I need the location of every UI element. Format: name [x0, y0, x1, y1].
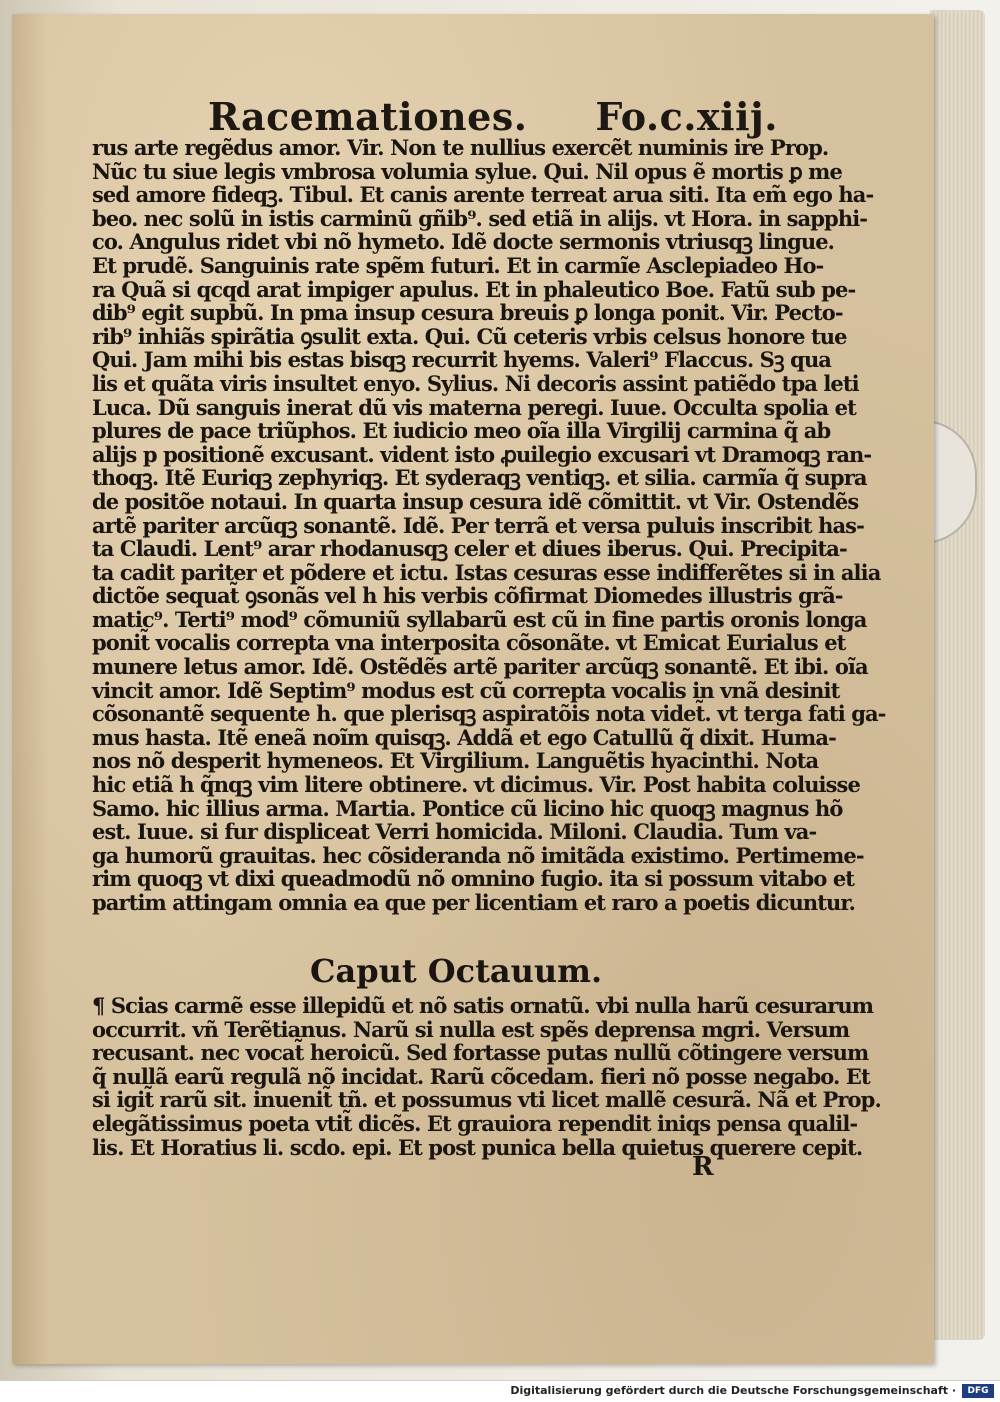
- text-paragraph-2: [92, 993, 881, 1160]
- text-line: dictõe sequat̃ ꝯsonãs vel h his verbis cõfirmat Diomedes illustris grã-: [92, 583, 843, 609]
- text-line: munere letus amor. Idẽ. Ostẽdẽs artẽ pariter arcũqꝫ sonantẽ. Et ibi. oĩa: [92, 654, 868, 680]
- text-line: matic⁹. Terti⁹ mod⁹ cõmuniũ syllabarũ est cũ in fine partis oronis longa: [92, 606, 867, 632]
- text-line: ra Quã si qcqd arat impiger apulus. Et in phaleutico Boe. Fatũ sub pe-: [92, 276, 856, 302]
- dfg-logo[interactable]: DFG: [962, 1384, 994, 1398]
- text-line: vincit amor. Idẽ Septim⁹ modus est cũ correpta vocalis in vnã desinit: [92, 677, 840, 703]
- text-line: ga humorũ grauitas. hec cõsideranda nõ imitãda existimo. Pertimeme-: [92, 842, 864, 868]
- text-line: Nũc tu siue legis vmbrosa volumia sylue. Qui. Nil opus ẽ mortis ꝑ me: [92, 158, 842, 184]
- text-line: hic etiã h q̃nqꝫ vim litere obtinere. vt dicimus. Vir. Post habita coluisse: [92, 772, 860, 798]
- text-line: thoqꝫ. Itẽ Euriqꝫ zephyriqꝫ. Et syderaqꝫ ventiqꝫ. et silia. carmĩa q̃ supra: [92, 465, 867, 491]
- text-line: Qui. Jam mihi bis estas bisqꝫ recurrit hyems. Valeri⁹ Flaccus. Sꝫ qua: [92, 347, 832, 373]
- footer-bar: [0, 1380, 1000, 1402]
- text-line: ta Claudi. Lent⁹ arar rhodanusqꝫ celer et diues iberus. Qui. Precipita-: [92, 536, 847, 562]
- text-line: beo. nec solũ in istis carminũ gñib⁹. sed etiã in alijs. vt Hora. in sapphi-: [92, 205, 868, 231]
- text-line: lis. Et Horatius li. scdo. epi. Et post punica bella quietus querere cepit.: [92, 1134, 863, 1160]
- chapter-heading: Caput Octauum.: [310, 952, 603, 990]
- text-line: Et prudẽ. Sanguinis rate spẽm futuri. Et in carmĩe Asclepiadeo Ho-: [92, 252, 824, 278]
- book-page: [12, 14, 934, 1364]
- text-line: q̃ nullã earũ regulã nõ incidat. Rarũ cõcedam. fieri nõ posse negabo. Et: [92, 1063, 870, 1089]
- text-line: rim quoqꝫ vt dixi queadmodũ nõ omnino fugio. ita si possum vitabo et: [92, 866, 855, 892]
- text-line: sed amore fideqꝫ. Tibul. Et canis arente terreat arua siti. Ita em̃ ego ha-: [92, 182, 874, 208]
- page-content: [12, 14, 934, 1364]
- text-line: ¶ Scias carmẽ esse illepidũ et nõ satis ornatũ. vbi nulla harũ cesurarum: [92, 993, 874, 1018]
- text-line: rib⁹ inhiãs spirãtia ꝯsulit exta. Qui. Cũ ceteris vrbis celsus honore tue: [92, 323, 847, 349]
- text-line: partim attingam omnia ea que per licentiam et raro a poetis dicuntur.: [92, 890, 856, 915]
- text-line: elegãtissimus poeta vtit̃ dicẽs. Et grauiora rependit iniqs pensa qualil-: [92, 1110, 858, 1136]
- text-line: de positõe notaui. In quarta insup cesura idẽ cõmittit. vt Vir. Ostendẽs: [92, 488, 859, 514]
- text-line: nos nõ desperit hymeneos. Et Virgilium. Languẽtis hyacinthi. Nota: [92, 748, 819, 774]
- folio-number: Fo.c.xiij.: [595, 94, 778, 139]
- running-title: Racemationes.: [208, 94, 528, 139]
- text-line: occurrit. vñ Terẽtianus. Narũ si nulla est spẽs deprensa mgri. Versum: [92, 1016, 850, 1042]
- text-line: alijs p positionẽ excusant. vident isto ꝓuilegio excusari vt Dramoqꝫ ran-: [92, 441, 872, 467]
- book-fore-edge: [930, 10, 985, 1340]
- text-line: Samo. hic illius arma. Martia. Pontice cũ licino hic quoqꝫ magnus hõ: [92, 795, 843, 821]
- catchword: R: [692, 1152, 714, 1182]
- text-line: cõsonantẽ sequente h. que plerisqꝫ aspiratõis nota videt̃. vt terga fati ga-: [92, 701, 886, 727]
- text-line: co. Angulus ridet vbi nõ hymeto. Idẽ docte sermonis vtriusqꝫ lingue.: [92, 229, 835, 255]
- text-line: ponit̃ vocalis correpta vna interposita cõsonãte. vt Emicat Eurialus et: [92, 630, 846, 656]
- text-line: lis et quãta viris insultet enyo. Sylius. Ni decoris assint patiẽdo tpa leti: [92, 370, 859, 396]
- text-line: Luca. Dũ sanguis inerat dũ vis materna peregi. Iuue. Occulta spolia et: [92, 394, 856, 420]
- text-line: artẽ pariter arcũqꝫ sonantẽ. Idẽ. Per terrã et versa puluis inscribit has-: [92, 512, 864, 538]
- text-paragraph-1: [92, 135, 886, 915]
- funding-credit: Digitalisierung gefördert durch die Deutsche Forschungsgemeinschaft ·: [510, 1384, 956, 1397]
- text-line: est. Iuue. si fur displiceat Verri homicida. Miloni. Claudia. Tum va-: [92, 819, 817, 845]
- text-line: rus arte regẽdus amor. Vir. Non te nullius exercẽt numinis ire Prop.: [92, 135, 829, 160]
- text-line: dib⁹ egit supbũ. In pma insup cesura breuis ꝑ longa ponit. Vir. Pecto-: [92, 300, 843, 326]
- text-line: recusant. nec vocat̃ heroicũ. Sed fortasse putas nullũ cõtingere versum: [92, 1040, 869, 1066]
- text-line: si igit̃ rarũ sit. inuenit̃ tñ. et possumus vti licet mallẽ cesurã. Nã et Prop.: [92, 1087, 881, 1113]
- text-line: plures de pace triũphos. Et iudicio meo oĩa illa Virgilij carmina q̃ ab: [92, 418, 831, 444]
- text-line: ta cadit pariter et põdere et ictu. Istas cesuras esse indifferẽtes si in alia: [92, 559, 881, 585]
- text-line: mus hasta. Itẽ eneã noĩm quisqꝫ. Addã et ego Catullũ q̃ dixit. Huma-: [92, 724, 836, 750]
